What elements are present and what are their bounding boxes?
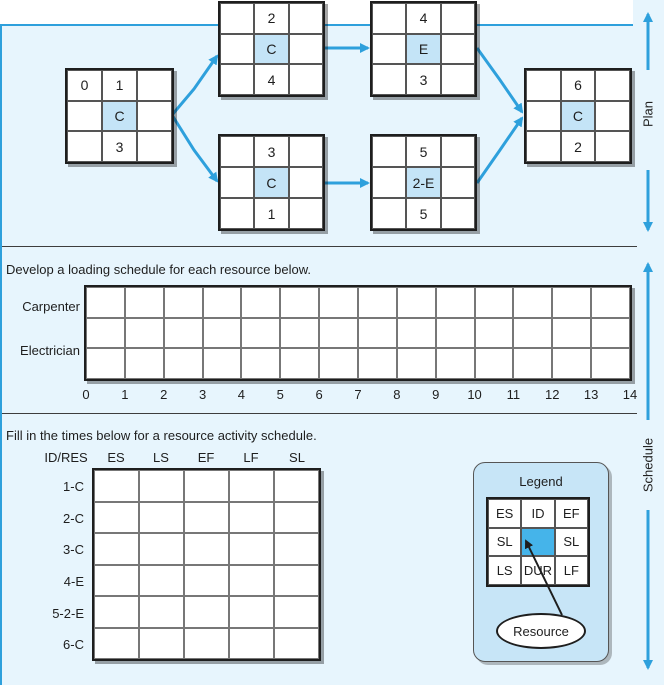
node-3c bbox=[218, 134, 325, 231]
node-cell bbox=[67, 101, 102, 132]
loading-cell bbox=[280, 348, 319, 379]
activity-cell bbox=[184, 533, 229, 565]
node-cell: 3 bbox=[254, 136, 288, 167]
activity-cell bbox=[229, 596, 274, 628]
loading-cell bbox=[591, 348, 630, 379]
time-tick-label: 8 bbox=[393, 387, 401, 402]
activity-cell bbox=[274, 628, 319, 660]
node-cell: 5 bbox=[406, 198, 440, 229]
node-cell bbox=[289, 64, 323, 95]
activity-cell bbox=[274, 502, 319, 534]
loading-cell bbox=[125, 318, 164, 349]
activity-cell bbox=[274, 533, 319, 565]
time-tick-label: 13 bbox=[583, 387, 599, 402]
activity-cell bbox=[139, 502, 184, 534]
activity-cell bbox=[274, 596, 319, 628]
node-cell bbox=[137, 101, 172, 132]
activity-cell bbox=[139, 533, 184, 565]
activity-cell bbox=[139, 596, 184, 628]
activity-cell bbox=[274, 470, 319, 502]
node-cell: 4 bbox=[254, 64, 288, 95]
activity-cell bbox=[184, 470, 229, 502]
node-cell bbox=[289, 136, 323, 167]
node-6c bbox=[524, 68, 632, 164]
node-cell bbox=[220, 167, 254, 198]
time-tick-label: 9 bbox=[432, 387, 440, 402]
legend-cell: ID bbox=[521, 499, 554, 528]
legend-cell: SL bbox=[555, 528, 588, 557]
node-cell bbox=[372, 64, 406, 95]
loading-cell bbox=[164, 348, 203, 379]
node-cell bbox=[372, 167, 406, 198]
activity-cell bbox=[229, 502, 274, 534]
loading-cell bbox=[241, 348, 280, 379]
legend-cell: DUR bbox=[521, 556, 554, 585]
column-header-id-res: ID/RES bbox=[44, 450, 88, 465]
activity-row-label: 1-C bbox=[63, 479, 84, 494]
node-resource-cell: 2-E bbox=[406, 167, 440, 198]
loading-cell bbox=[552, 318, 591, 349]
loading-cell bbox=[475, 348, 514, 379]
node-2c bbox=[218, 1, 325, 97]
node-cell bbox=[526, 131, 561, 162]
time-tick-label: 4 bbox=[237, 387, 246, 402]
activity-cell bbox=[229, 533, 274, 565]
legend bbox=[473, 462, 609, 662]
activity-cell bbox=[94, 565, 139, 597]
loading-cell bbox=[436, 318, 475, 349]
loading-cell bbox=[475, 318, 514, 349]
time-tick-label: 7 bbox=[354, 387, 362, 402]
loading-cell bbox=[358, 348, 397, 379]
activity-instruction: Fill in the times below for a resource activity schedule. bbox=[6, 428, 317, 443]
loading-cell bbox=[86, 287, 125, 318]
loading-cell bbox=[319, 318, 358, 349]
loading-cell bbox=[86, 348, 125, 379]
activity-cell bbox=[94, 502, 139, 534]
node-cell bbox=[289, 167, 323, 198]
node-cell bbox=[526, 101, 561, 132]
node-cell bbox=[289, 34, 323, 65]
node-cell: 5 bbox=[406, 136, 440, 167]
node-cell bbox=[372, 136, 406, 167]
column-header-ef: EF bbox=[197, 450, 215, 465]
node-5-2e bbox=[370, 134, 477, 231]
legend-title: Legend bbox=[519, 474, 563, 489]
node-cell bbox=[441, 136, 475, 167]
activity-cell bbox=[274, 565, 319, 597]
node-cell bbox=[441, 64, 475, 95]
node-cell: 6 bbox=[561, 70, 596, 101]
node-cell bbox=[220, 34, 254, 65]
node-cell: 1 bbox=[102, 70, 137, 101]
node-cell bbox=[372, 3, 406, 34]
node-cell bbox=[220, 198, 254, 229]
loading-cell bbox=[86, 318, 125, 349]
node-cell: 3 bbox=[406, 64, 440, 95]
node-cell bbox=[526, 70, 561, 101]
loading-schedule-grid bbox=[84, 285, 632, 381]
loading-cell bbox=[164, 287, 203, 318]
legend-cell: LF bbox=[555, 556, 588, 585]
node-cell bbox=[137, 70, 172, 101]
loading-cell bbox=[280, 287, 319, 318]
loading-cell bbox=[125, 287, 164, 318]
loading-cell bbox=[591, 287, 630, 318]
loading-cell bbox=[513, 287, 552, 318]
legend-cell: ES bbox=[488, 499, 521, 528]
arrow-5-2e-to-6c bbox=[477, 118, 522, 183]
node-cell: 2 bbox=[561, 131, 596, 162]
loading-cell bbox=[552, 348, 591, 379]
node-cell bbox=[441, 167, 475, 198]
activity-cell bbox=[139, 565, 184, 597]
resource-callout: Resource bbox=[496, 613, 586, 649]
time-tick-label: 14 bbox=[622, 387, 638, 402]
loading-cell bbox=[319, 287, 358, 318]
node-4e bbox=[370, 1, 477, 97]
activity-cell bbox=[94, 470, 139, 502]
time-tick-label: 1 bbox=[121, 387, 129, 402]
activity-cell bbox=[139, 628, 184, 660]
loading-cell bbox=[397, 348, 436, 379]
node-resource-cell: C bbox=[254, 34, 288, 65]
legend-cell: SL bbox=[488, 528, 521, 557]
loading-cell bbox=[397, 287, 436, 318]
activity-cell bbox=[184, 596, 229, 628]
column-header-sl: SL bbox=[289, 450, 305, 465]
activity-cell bbox=[229, 470, 274, 502]
arrow-4e-to-6c bbox=[477, 48, 522, 112]
node-cell bbox=[67, 131, 102, 162]
time-tick-label: 2 bbox=[160, 387, 168, 402]
time-tick-label: 3 bbox=[198, 387, 207, 402]
node-cell bbox=[441, 3, 475, 34]
loading-cell bbox=[358, 318, 397, 349]
node-resource-cell: C bbox=[561, 101, 596, 132]
activity-cell bbox=[139, 470, 184, 502]
loading-cell bbox=[241, 318, 280, 349]
node-cell bbox=[595, 70, 630, 101]
loading-cell bbox=[513, 318, 552, 349]
activity-cell bbox=[94, 596, 139, 628]
loading-cell bbox=[203, 348, 242, 379]
node-cell: 1 bbox=[254, 198, 288, 229]
loading-cell bbox=[591, 318, 630, 349]
activity-schedule-grid bbox=[92, 468, 321, 661]
time-tick-label: 10 bbox=[467, 387, 482, 402]
loading-cell bbox=[513, 348, 552, 379]
node-cell bbox=[220, 136, 254, 167]
loading-cell bbox=[436, 287, 475, 318]
column-header-ls: LS bbox=[153, 450, 169, 465]
node-cell bbox=[289, 198, 323, 229]
node-cell: 2 bbox=[254, 3, 288, 34]
legend-cell: EF bbox=[555, 499, 588, 528]
activity-row-label: 2-C bbox=[63, 511, 84, 526]
node-resource-cell: C bbox=[254, 167, 288, 198]
time-tick-label: 11 bbox=[506, 387, 521, 402]
resource-label-electrician: Electrician bbox=[20, 343, 80, 358]
time-tick-label: 0 bbox=[82, 387, 90, 402]
node-cell bbox=[220, 64, 254, 95]
activity-row-label: 5-2-E bbox=[52, 606, 84, 621]
node-cell bbox=[372, 34, 406, 65]
node-cell: 0 bbox=[67, 70, 102, 101]
loading-cell bbox=[475, 287, 514, 318]
activity-cell bbox=[94, 533, 139, 565]
time-tick-label: 12 bbox=[545, 387, 560, 402]
schedule-label: Schedule bbox=[641, 434, 656, 496]
activity-cell bbox=[184, 628, 229, 660]
loading-cell bbox=[125, 348, 164, 379]
loading-cell bbox=[241, 287, 280, 318]
loading-cell bbox=[358, 287, 397, 318]
loading-cell bbox=[280, 318, 319, 349]
activity-row-label: 6-C bbox=[63, 637, 84, 652]
loading-cell bbox=[203, 287, 242, 318]
node-cell bbox=[441, 34, 475, 65]
activity-cell bbox=[94, 628, 139, 660]
node-1c bbox=[65, 68, 174, 164]
node-cell bbox=[220, 3, 254, 34]
activity-row-label: 3-C bbox=[63, 542, 84, 557]
node-resource-cell: C bbox=[102, 101, 137, 132]
loading-cell bbox=[397, 318, 436, 349]
activity-cell bbox=[229, 565, 274, 597]
resource-label-carpenter: Carpenter bbox=[22, 299, 80, 314]
node-cell bbox=[441, 198, 475, 229]
activity-cell bbox=[184, 502, 229, 534]
node-cell bbox=[137, 131, 172, 162]
loading-cell bbox=[319, 348, 358, 379]
node-cell bbox=[595, 101, 630, 132]
arrow-1c-to-2c bbox=[172, 56, 217, 115]
loading-instruction: Develop a loading schedule for each resource below. bbox=[6, 262, 311, 277]
time-tick-label: 6 bbox=[315, 387, 323, 402]
node-cell: 4 bbox=[406, 3, 440, 34]
column-header-lf: LF bbox=[243, 450, 259, 465]
column-header-es: ES bbox=[107, 450, 125, 465]
arrow-1c-to-3c bbox=[172, 115, 217, 181]
node-cell bbox=[595, 131, 630, 162]
node-cell: 3 bbox=[102, 131, 137, 162]
activity-row-label: 4-E bbox=[63, 574, 84, 589]
node-cell bbox=[289, 3, 323, 34]
time-tick-label: 5 bbox=[276, 387, 284, 402]
node-cell bbox=[372, 198, 406, 229]
loading-cell bbox=[552, 287, 591, 318]
legend-cell: LS bbox=[488, 556, 521, 585]
plan-label: Plan bbox=[641, 97, 656, 131]
loading-cell bbox=[203, 318, 242, 349]
activity-cell bbox=[184, 565, 229, 597]
loading-cell bbox=[164, 318, 203, 349]
node-resource-cell: E bbox=[406, 34, 440, 65]
loading-cell bbox=[436, 348, 475, 379]
activity-cell bbox=[229, 628, 274, 660]
